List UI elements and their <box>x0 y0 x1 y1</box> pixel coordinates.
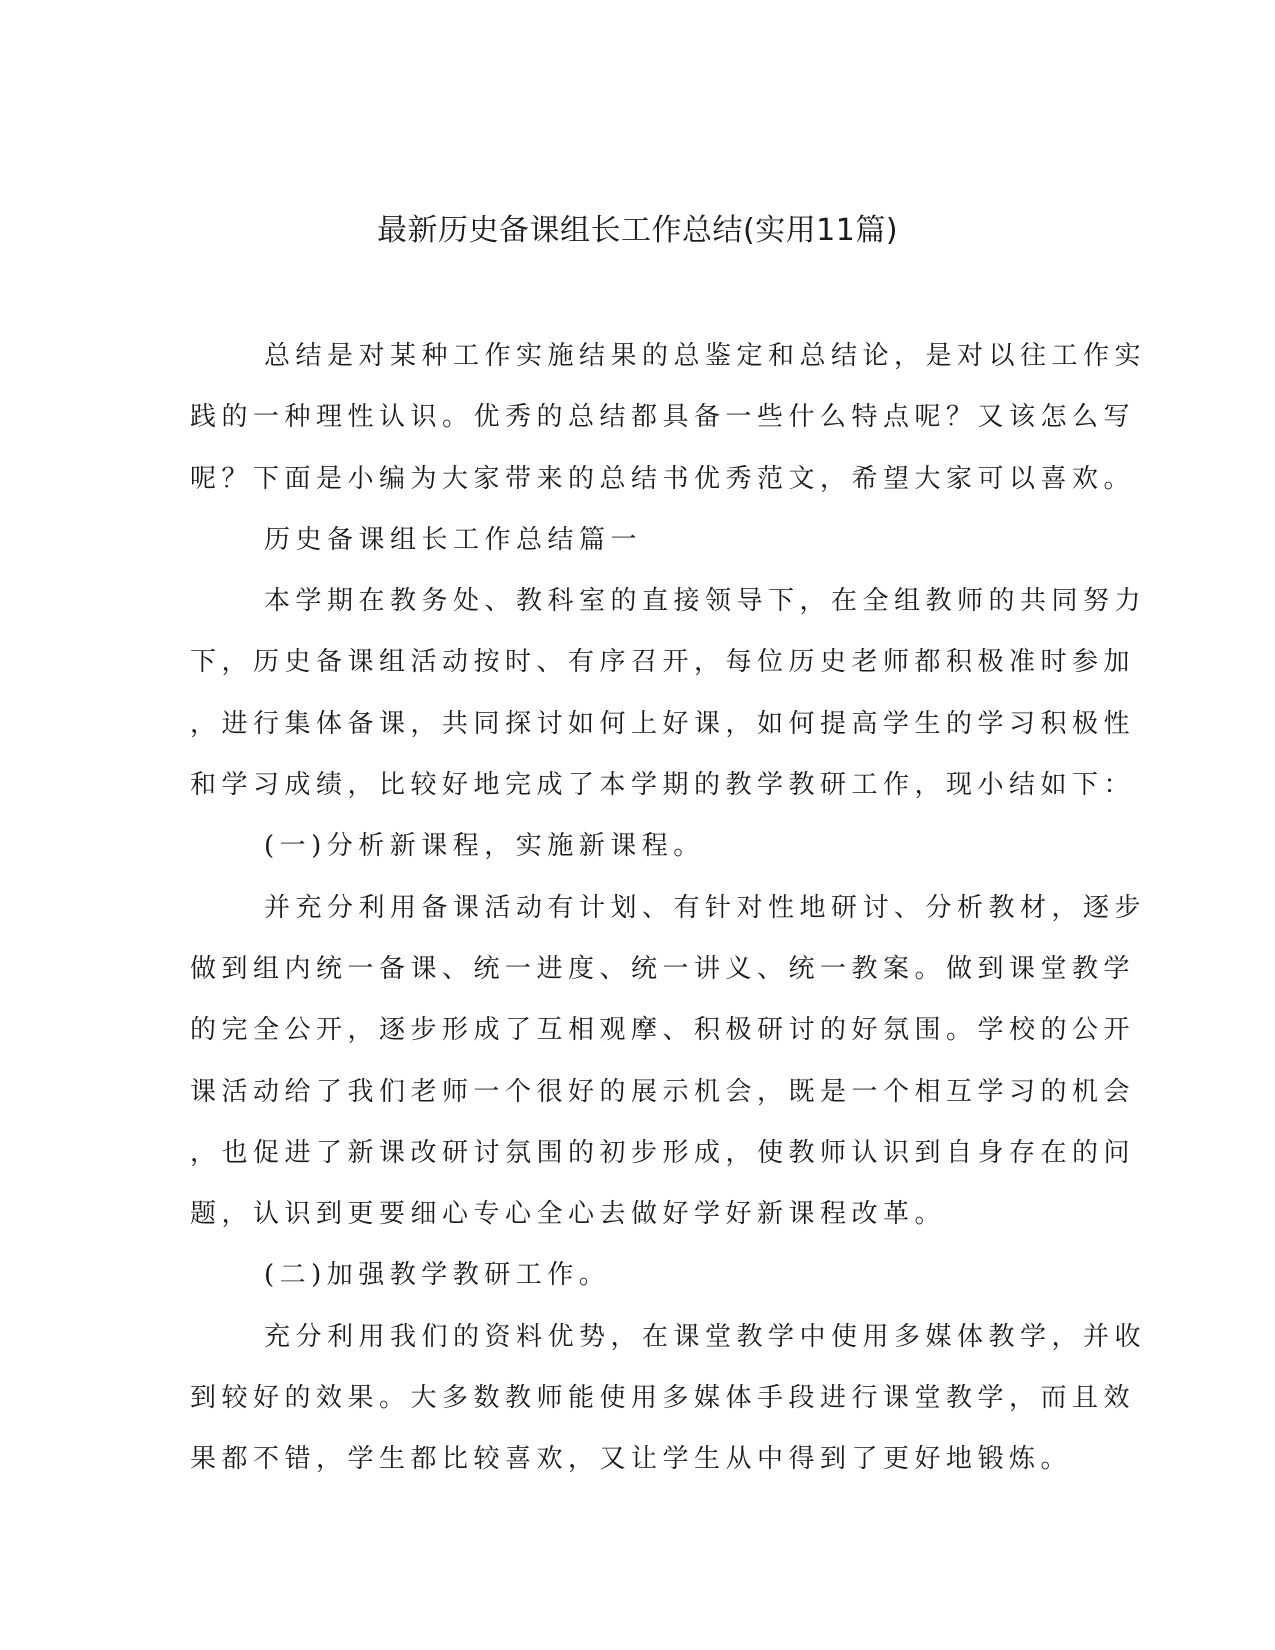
section-heading <box>190 816 1084 877</box>
body-paragraph <box>190 571 1147 816</box>
heading-line: (二)加强教学教研工作。 <box>264 1260 611 1291</box>
section-heading <box>190 510 1084 571</box>
text-line: 呢？下面是小编为大家带来的总结书优秀范文，希望大家可以喜欢。 <box>190 463 1136 494</box>
text-line: 本学期在教务处、教科室的直接领导下，在全组教师的共同努力 <box>264 586 1147 617</box>
heading-line: (一)分析新课程，实施新课程。 <box>264 831 705 862</box>
text-line: ，进行集体备课，共同探讨如何上好课，如何提高学生的学习积极性 <box>190 708 1136 739</box>
text-line: 践的一种理性认识。优秀的总结都具备一些什么特点呢？又该怎么写 <box>190 402 1136 433</box>
text-line: 题，认识到更要细心专心全心去做好学好新课程改革。 <box>190 1199 947 1230</box>
document-title: 最新历史备课组长工作总结(实用11篇) <box>376 213 899 248</box>
text-line: 下，历史备课组活动按时、有序召开，每位历史老师都积极准时参加 <box>190 647 1136 678</box>
section-heading <box>190 1245 1084 1306</box>
text-line: 并充分利用备课活动有计划、有针对性地研讨、分析教材，逐步 <box>264 892 1147 923</box>
body-paragraph <box>190 878 1147 1246</box>
heading-line: 历史备课组长工作总结篇一 <box>264 524 643 555</box>
text-line: ，也促进了新课改研讨氛围的初步形成，使教师认识到自身存在的问 <box>190 1137 1136 1168</box>
text-line: 充分利用我们的资料优势，在课堂教学中使用多媒体教学，并收 <box>264 1321 1147 1352</box>
text-line: 总结是对某种工作实施结果的总鉴定和总结论，是对以往工作实 <box>264 341 1147 371</box>
text-line: 和学习成绩，比较好地完成了本学期的教学教研工作，现小结如下： <box>190 770 1136 801</box>
intro-paragraph <box>190 326 1147 510</box>
text-line: 做到组内统一备课、统一进度、统一讲义、统一教案。做到课堂教学 <box>190 953 1136 984</box>
body-paragraph <box>190 1307 1147 1491</box>
text-line: 到较好的效果。大多数教师能使用多媒体手段进行课堂教学，而且效 <box>190 1383 1136 1414</box>
document-body <box>190 326 1147 1491</box>
text-line: 的完全公开，逐步形成了互相观摩、积极研讨的好氛围。学校的公开 <box>190 1015 1136 1046</box>
text-line: 果都不错，学生都比较喜欢，又让学生从中得到了更好地锻炼。 <box>190 1444 1073 1475</box>
text-line: 课活动给了我们老师一个很好的展示机会，既是一个相互学习的机会 <box>190 1076 1136 1107</box>
